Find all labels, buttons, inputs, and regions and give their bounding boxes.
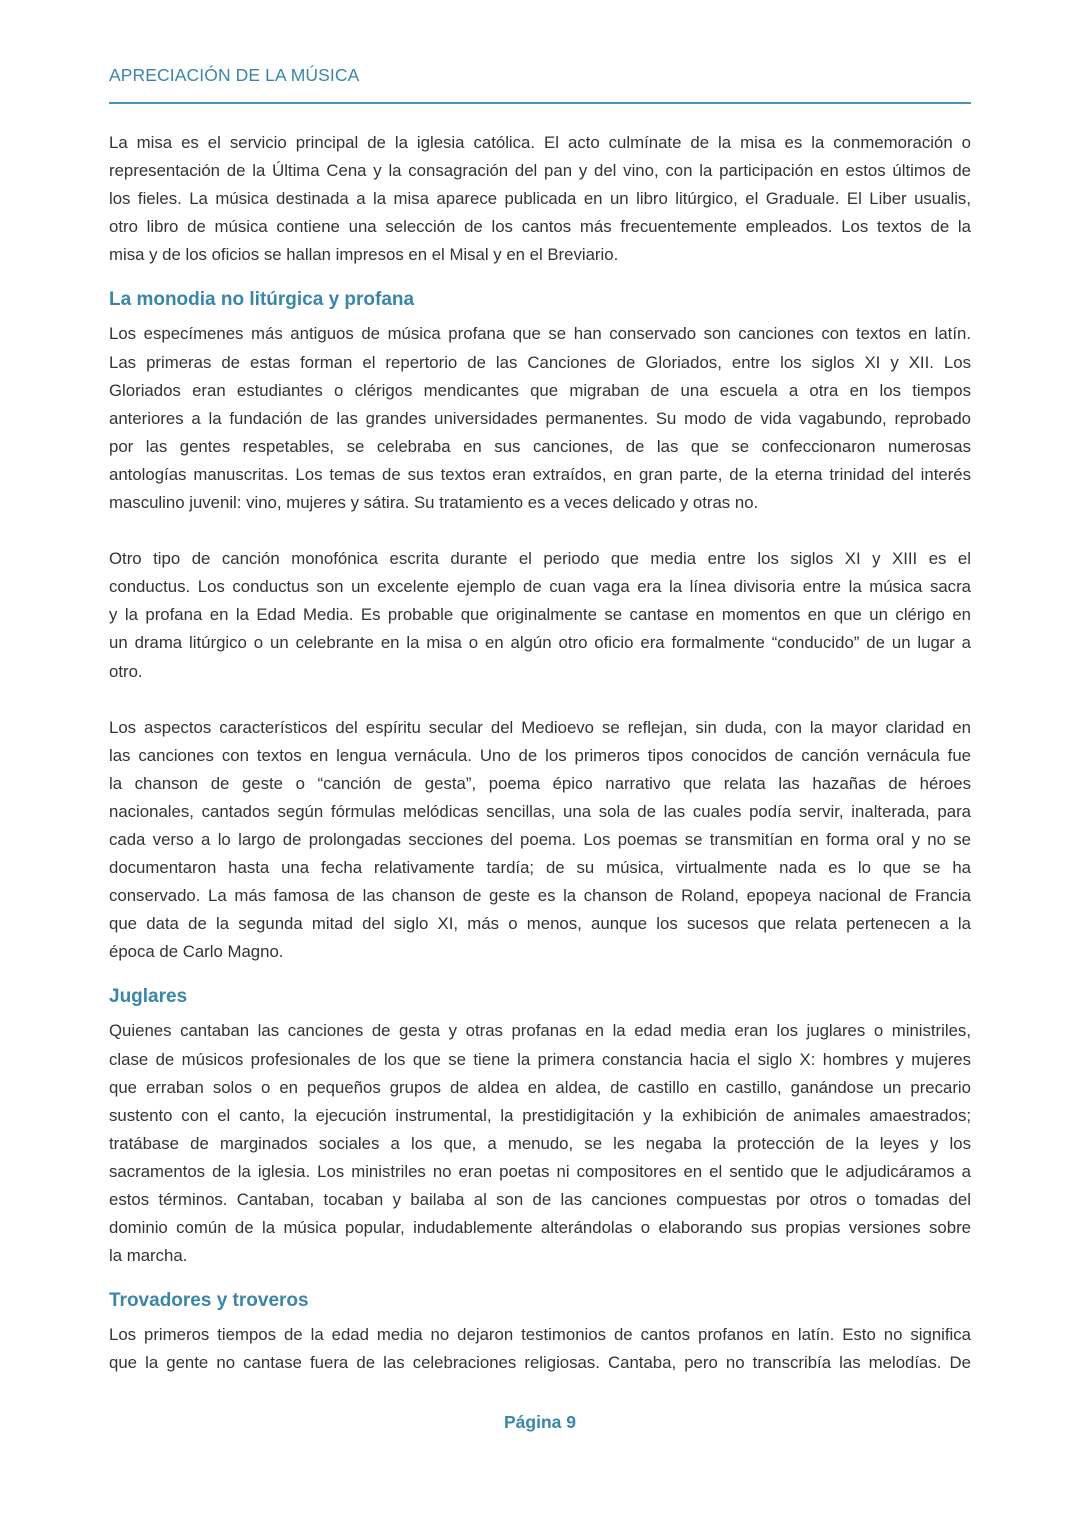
paragraph [109,714,971,967]
text-line: que data de la segunda mitad del siglo XI, más o menos, aunque los sucesos que relata pertenecen a la [109,914,971,934]
text-line: Gloriados eran estudiantes o clérigos mendicantes que migraban de una escuela a otra en los tiempos [109,380,971,400]
text-line: Los especímenes más antiguos de música profana que se han conservado son canciones con textos en latín. [109,324,971,344]
text-line: anteriores a la fundación de las grandes universidades permanentes. Su modo de vida vagabundo, reprobado [109,408,971,428]
page-number: Página 9 [504,1412,576,1432]
header-divider [109,102,971,104]
text-line: cada verso a lo largo de prolongadas secciones del poema. Los poemas se transmitían en forma oral y no se [109,829,971,849]
running-header: APRECIACIÓN DE LA MÚSICA [109,65,360,85]
text-line: La misa es el servicio principal de la iglesia católica. El acto culmínate de la misa es la conmemoración o [109,133,971,152]
paragraph [109,1321,971,1377]
text-line: nacionales, cantados según fórmulas melódicas sencillas, una sola de las cuales podía servir, inalterada, para [109,801,971,821]
text-line: las canciones con textos en lengua vernácula. Uno de los primeros tipos conocidos de canción vernácula fue [109,745,971,765]
text-line: por las gentes respetables, se celebraba en sus canciones, de las que se confeccionaron numerosas [109,436,971,456]
paragraph [109,545,971,685]
text-line: un drama litúrgico o un celebrante en la misa o en algún otro oficio era formalmente “conducido” de un lugar a [109,633,971,653]
section-heading: Juglares [109,986,188,1008]
text-line: Quienes cantaban las canciones de gesta y otras profanas en la edad media eran los juglares o ministriles, [109,1021,971,1041]
text-line: sustento con el canto, la ejecución instrumental, la prestidigitación y la exhibición de animales amaestrados; [109,1105,971,1125]
text-line: misa y de los oficios se hallan impresos en el Misal y en el Breviario. [109,245,619,265]
text-line: que erraban solos o en pequeños grupos de aldea en aldea, de castillo en castillo, ganándose un precario [109,1077,971,1097]
text-line: la chanson de geste o “canción de gesta”, poema épico narrativo que relata las hazañas de héroes [109,773,971,793]
section-heading: Trovadores y troveros [109,1290,309,1312]
paragraph [109,320,971,517]
text-line: clase de músicos profesionales de los que se tiene la primera constancia hacia el siglo X: hombres y mujeres [109,1049,971,1069]
paragraph [109,129,971,269]
page-body [109,129,971,1377]
text-line: Otro tipo de canción monofónica escrita durante el periodo que media entre los siglos XI y XIII es el [109,549,971,569]
text-line: otro. [109,661,143,681]
text-line: tratábase de marginados sociales a los que, a menudo, se les negaba la protección de la leyes y los [109,1133,971,1153]
text-line: estos términos. Cantaban, tocaban y bailaba al son de las canciones compuestas por otros o tomadas del [109,1190,971,1209]
section-heading: La monodia no litúrgica y profana [109,289,415,311]
text-line: representación de la Última Cena y la consagración del pan y del vino, con la participación en estos últimos de [109,161,971,181]
text-line: Los primeros tiempos de la edad media no dejaron testimonios de cantos profanos en latín. Esto no significa [109,1325,971,1345]
text-line: sacramentos de la iglesia. Los ministriles no eran poetas ni compositores en el sentido que le adjudicáramos a [109,1161,971,1181]
text-line: otro libro de música contiene una selección de los cantos más frecuentemente empleados. Los textos de la [109,217,971,237]
text-line: los fieles. La música destinada a la misa aparece publicada en un libro litúrgico, el Graduale. El Liber usualis, [109,189,971,209]
text-line: conservado. La más famosa de las chanson de geste es la chanson de Roland, epopeya nacional de Francia [109,886,971,906]
text-line: la marcha. [109,1246,188,1266]
text-line: Los aspectos característicos del espíritu secular del Medioevo se reflejan, sin duda, con la mayor claridad en [109,717,971,737]
text-line: antologías manuscritas. Los temas de sus textos eran extraídos, en gran parte, de la eterna trinidad del interés [109,464,971,484]
text-line: Las primeras de estas forman el repertorio de las Canciones de Gloriados, entre los siglos XI y XII. Los [109,352,971,372]
text-line: conductus. Los conductus son un excelente ejemplo de cuan vaga era la línea divisoria entre la música sacra [109,577,971,597]
paragraph [109,1017,971,1270]
text-line: y la profana en la Edad Media. Es probable que originalmente se cantase en momentos en que un clérigo en [109,605,971,625]
text-line: dominio común de la música popular, indudablemente alterándolas o elaborando sus propias versiones sobre [109,1218,971,1238]
text-line: que la gente no cantase fuera de las celebraciones religiosas. Cantaba, pero no transcribía las melodías. De [109,1353,971,1373]
text-line: época de Carlo Magno. [109,942,284,962]
text-line: masculino juvenil: vino, mujeres y sátira. Su tratamiento es a veces delicado y otras no. [109,493,759,513]
text-line: documentaron hasta una fecha relativamente tardía; de su música, virtualmente nada es lo que se ha [109,858,971,878]
